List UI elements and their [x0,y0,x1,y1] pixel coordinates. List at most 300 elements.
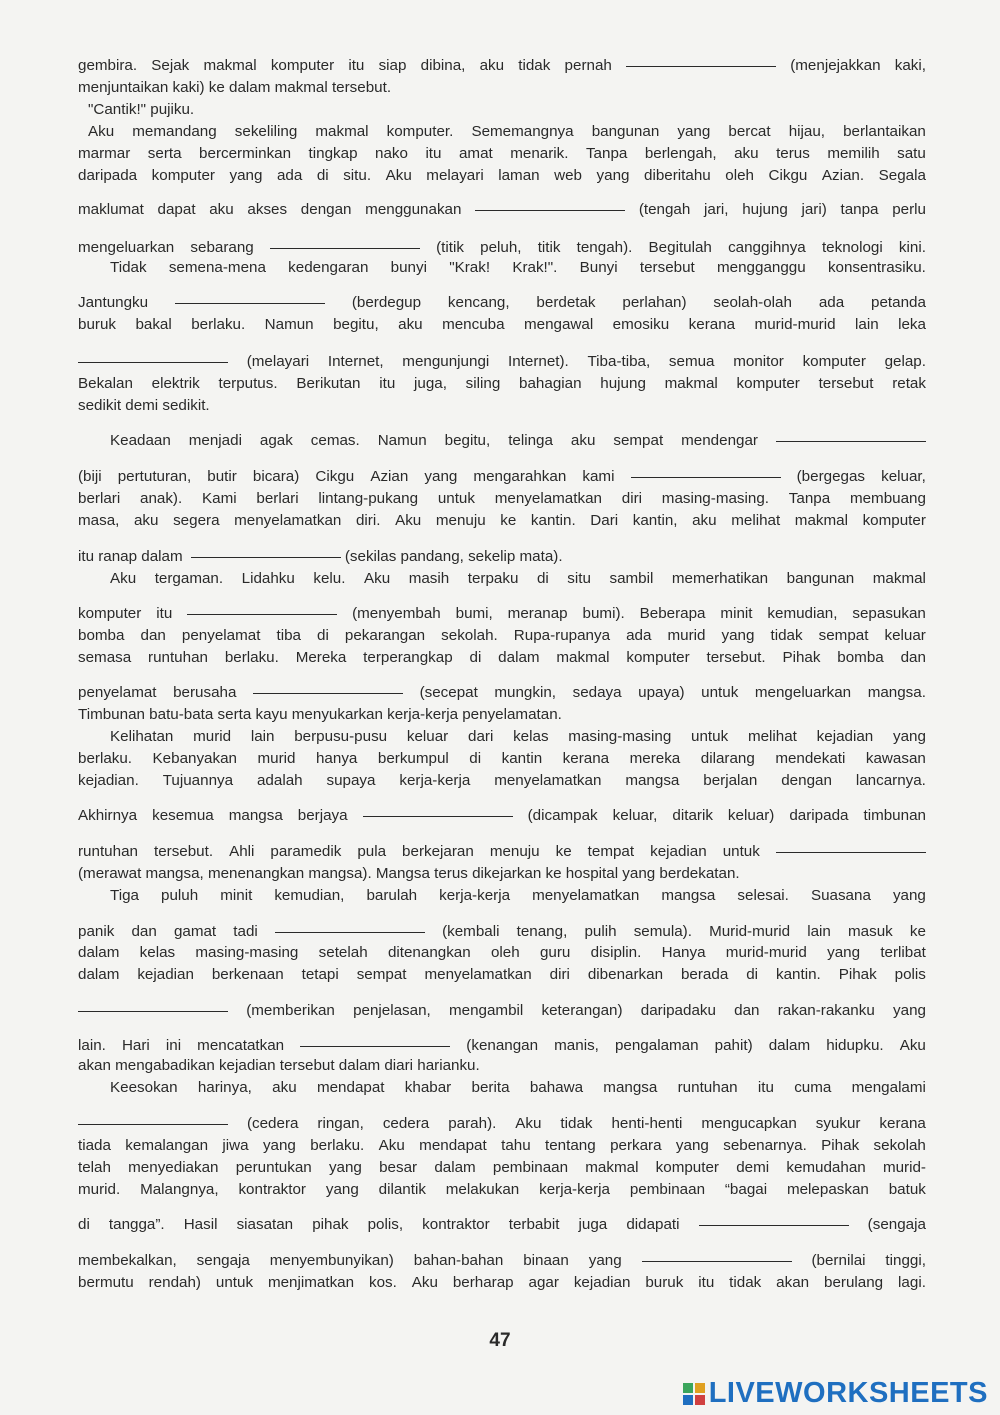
word: pahit) [714,1037,753,1054]
text-line [78,1056,926,1076]
word: selesai. [737,887,789,904]
word: dalam [78,944,120,961]
word: Cikgu [768,167,808,184]
word: panik [78,923,115,940]
word: menuju [435,512,486,529]
liveworksheets-logo[interactable] [683,1377,988,1410]
word: kantin, [632,512,678,529]
text-line [78,771,926,791]
answer-blank[interactable] [626,65,776,67]
text-line [78,200,926,220]
word: tersebut [639,259,695,276]
word: (memberikan [246,1002,335,1019]
word: menyembunyikan) [269,1252,394,1269]
word: yang [892,728,926,745]
word: murid [667,627,706,644]
word: terpaku [467,570,519,587]
word: menyelamatkan [424,966,532,983]
word: ke [545,865,562,882]
word: Mangsa [375,865,430,882]
word: kerana [879,1115,926,1132]
word: (merawat [78,865,142,882]
word: hujung [742,201,788,218]
word: minit [720,605,753,622]
word: Begitulah [648,239,712,256]
word: (menyembah [352,605,441,622]
word: barulah [366,887,418,904]
word: pembinaan [492,1159,569,1176]
word: berulang [824,1274,884,1291]
word: mendapat [316,1079,385,1096]
word: sempat [613,432,664,449]
word: titik [537,239,561,256]
word: kemudahan [786,1159,866,1176]
word: pulih [584,923,617,940]
word: begitu, [333,316,379,333]
word: membuang [849,490,926,507]
word: kejadian [573,1274,631,1291]
word: itu [379,375,396,392]
word: peruntukan [235,1159,312,1176]
text-line [78,489,926,509]
word: memilih [827,145,880,162]
word: kawasan [865,750,926,767]
word: Aku [395,512,422,529]
word: aku [272,1079,297,1096]
word: Rupa-rupanya [513,627,611,644]
word: sempat [818,627,869,644]
word: cuma [794,1079,832,1096]
text-line [78,648,926,668]
word: menyelamatkan [532,887,640,904]
word: mangsa [228,807,283,824]
word: mengawal [523,316,594,333]
word: berada [680,966,729,983]
text-line [78,1215,926,1235]
text-line [78,315,926,335]
word: "Cantik!" [88,101,147,118]
word: amat [458,145,493,162]
text-line [78,1114,926,1134]
text-line [78,1251,926,1271]
word: bumi, [455,605,493,622]
word: petanda [871,294,926,311]
word: "Krak! [449,259,491,276]
word: laman [498,167,540,184]
text-line [78,396,926,416]
word: di [317,627,329,644]
word: polis, [367,1216,404,1233]
word: mendengar [681,432,758,449]
word: masih [408,570,450,587]
answer-blank[interactable] [475,209,625,211]
word: maklumat [78,201,144,218]
word: yang [229,167,263,184]
word: pihak [312,1216,349,1233]
word: berpusu-pusu [294,728,388,745]
word: dalam [338,1057,381,1074]
word: Hari [121,1037,150,1054]
word: berlari [78,490,121,507]
word: batu-bata [149,706,214,723]
word: henti-henti [611,1115,683,1132]
answer-blank[interactable] [363,815,513,817]
word: mengeluarkan [78,239,175,256]
word: gelap. [884,353,926,370]
text-line [78,806,926,826]
word: melepaskan [786,1181,869,1198]
word: dibina, [420,57,466,74]
word: pekarangan [344,627,426,644]
word: mereka [629,750,681,767]
word: di [469,649,482,666]
word: tanpa [840,201,879,218]
word: berdekatan. [659,865,740,882]
word: kencang, [447,294,510,311]
word: yang [424,468,458,485]
word: komputer [626,649,690,666]
word: kelu. [313,570,346,587]
text-line [78,467,926,487]
word: (cedera [246,1115,299,1132]
word: untuk [215,1274,254,1291]
word: ini [165,1037,182,1054]
word: terputus. [218,375,278,392]
word: pembinaan [629,1181,706,1198]
word: mangsa, [145,865,204,882]
word: kontraktor [238,1181,306,1198]
word: ke [555,843,572,860]
word: murid [193,728,232,745]
word: semua [668,353,715,370]
word: berlaku. [191,316,246,333]
word: Azian [370,468,409,485]
word: ditenangkan [387,944,471,961]
word: tersebut. [153,843,214,860]
word: Kami [202,490,237,507]
word: murid [257,750,296,767]
text-line [78,1273,926,1293]
word: dalam [229,79,271,96]
word: ranap [98,548,138,565]
word: komputer [151,167,215,184]
word: yang [827,944,861,961]
word: Aku [88,123,115,140]
word: tinggi, [885,1252,926,1269]
word: keluar) [727,807,775,824]
answer-blank[interactable] [78,361,228,363]
answer-blank[interactable] [270,247,420,249]
word: kaki, [894,57,926,74]
word: mangsa). [308,865,372,882]
word: daripadaku [640,1002,716,1019]
word: (sekilas [344,548,397,565]
word: itu [78,548,95,565]
word: itu [348,57,365,74]
word: kantin. [776,966,821,983]
word: Hanya [661,944,706,961]
word: masuk [848,923,893,940]
word: menggunakan [365,201,462,218]
text-line [78,547,926,567]
word: setelah [318,944,368,961]
word: lintang-pukang [318,490,419,507]
word: berlantaikan [843,123,926,140]
word: yang [325,1181,359,1198]
word: bahawa [529,1079,584,1096]
text-line [78,511,926,531]
word: tersebut. [331,79,392,96]
word: Akhirnya [78,807,138,824]
word: berkumpul [377,750,449,767]
word: aku [479,57,505,74]
word: kejadian [650,843,707,860]
word: yang [675,1137,709,1154]
word: siap [378,57,407,74]
word: segera [173,512,220,529]
word: bumi). [582,605,625,622]
text-line [110,431,926,451]
answer-blank[interactable] [631,476,781,478]
answer-blank[interactable] [776,440,926,442]
text-line [78,1001,926,1021]
word: akan [78,1057,111,1074]
word: penyelamatan. [462,706,562,723]
word: kemalangan [125,1137,209,1154]
word: meranap [507,605,568,622]
word: telah [78,1159,111,1176]
word: Tidak [110,259,147,276]
word: demi [125,397,159,414]
word: polis [894,966,926,983]
word: manis, [554,1037,599,1054]
word: sekolah [873,1137,926,1154]
word: perlu [892,201,926,218]
word: emosiku [612,316,670,333]
word: kontraktor [422,1216,490,1233]
word: gembira. [78,57,138,74]
word: kantin [501,750,543,767]
word: (bergegas [796,468,866,485]
answer-blank[interactable] [275,931,425,933]
word: seolah-olah [713,294,792,311]
word: runtuhan [677,1079,738,1096]
word: kejadian [218,1057,276,1074]
word: buruk [645,1274,684,1291]
word: kerja-kerja [399,772,471,789]
word: dalam [498,649,540,666]
word: kemudian, [767,605,838,622]
word: aku [570,432,596,449]
word: kejadian [816,728,874,745]
text-line [78,56,926,76]
word: akses [247,201,288,218]
word: yang [622,865,656,882]
word: makmal [203,57,257,74]
word: “bagai [724,1181,768,1198]
word: dengan [781,772,832,789]
answer-blank[interactable] [300,1045,450,1047]
word: bahagian [519,375,582,392]
word: terus [434,865,468,882]
answer-blank[interactable] [776,851,926,853]
word: mengalami [851,1079,926,1096]
word: tentang [545,1137,596,1154]
word: kemudian, [274,887,345,904]
text-line [78,293,926,313]
word: berdetak [536,294,596,311]
word: bercerminkan [199,145,292,162]
word: butir [207,468,237,485]
word: (biji [78,468,102,485]
word: sekelip [468,548,516,565]
word: kedengaran [288,259,369,276]
word: diri. [355,512,381,529]
word: menuju [489,843,540,860]
word: didapati [626,1216,680,1233]
word: batuk [888,1181,926,1198]
word: berkenaan [211,966,284,983]
word: menjadi [188,432,242,449]
word: kerja-kerja [439,887,511,904]
word: harianku. [417,1057,480,1074]
word: penyelamat [78,684,157,701]
word: lain [807,923,831,940]
word: Tanpa [788,490,831,507]
word: Bunyi [579,259,618,276]
word: kejadian [137,966,194,983]
word: terus [776,145,810,162]
answer-blank[interactable] [78,1010,228,1012]
word: untuk [691,728,729,745]
word: keluar [884,627,926,644]
word: yang [721,627,755,644]
word: parah). [448,1115,497,1132]
answer-blank[interactable] [78,1123,228,1125]
word: mengunjungi [402,353,490,370]
word: bomba [837,649,884,666]
word: kerana [562,750,610,767]
word: melakukan [445,1181,520,1198]
word: tiba [276,627,301,644]
word: menyukarkan [291,706,383,723]
word: lain [855,316,879,333]
word: Tiba-tiba, [587,353,651,370]
word: murid- [882,1159,926,1176]
word: menyelamatkan [494,772,602,789]
text-line [78,749,926,769]
word: keluar, [612,807,658,824]
word: Aku [385,167,412,184]
word: itu [757,1079,774,1096]
word: mencuba [442,316,505,333]
word: tetapi [301,966,339,983]
word: kini. [898,239,926,256]
word: terlibat [880,944,926,961]
word: tersebut [818,375,874,392]
word: masing-masing [568,728,672,745]
word: melihat [731,512,781,529]
word: begitu, [444,432,491,449]
answer-blank[interactable] [187,613,337,615]
word: menyelamatkan [494,490,602,507]
word: hidupku. [826,1037,884,1054]
word: dikejarkan [472,865,542,882]
word: cedera [382,1115,430,1132]
word: (dicampak [527,807,598,824]
word: (bernilai [811,1252,866,1269]
word: demi [736,1159,770,1176]
word: ditarik [672,807,713,824]
text-line [78,144,926,164]
answer-blank[interactable] [253,692,403,694]
word: kayu [255,706,288,723]
word: minit [220,887,253,904]
word: yang [328,1159,362,1176]
answer-blank[interactable] [191,556,341,558]
word: tersebut. [706,649,766,666]
word: Beberapa [639,605,706,622]
word: Jantungku [78,294,149,311]
word: mangsa. [867,684,926,701]
word: yang [262,1137,296,1154]
word: yang [893,1002,926,1019]
word: perkara [610,1137,662,1154]
answer-blank[interactable] [642,1260,792,1262]
word: penyelamat [181,627,261,644]
word: adalah [256,772,303,789]
word: tiada [78,1137,111,1154]
word: berita [471,1079,510,1096]
word: siling [465,375,501,392]
word: tergaman. [154,570,224,587]
word: Aku [899,1037,926,1054]
word: bakal [135,316,172,333]
word: canggihnya [728,239,806,256]
word: hanya [315,750,358,767]
word: Aku [110,570,137,587]
word: mengabadikan [115,1057,215,1074]
word: ada [276,167,303,184]
text-line [78,683,926,703]
word: mangsa [603,1079,658,1096]
word: Cikgu [315,468,355,485]
word: runtuhan [78,843,138,860]
word: (kembali [442,923,500,940]
word: sempat [356,966,407,983]
word: tidak [770,627,803,644]
word: ke [208,79,225,96]
word: khabar [404,1079,452,1096]
answer-blank[interactable] [699,1224,849,1226]
word: Aku [363,570,391,587]
word: menjimatkan [267,1274,355,1291]
text-line [78,78,926,98]
word: tangga”. [108,1216,165,1233]
word: mungkin, [494,684,557,701]
word: komputer [655,1159,719,1176]
word: komputer [802,353,866,370]
word: retak [892,375,926,392]
word: mengeluarkan [754,684,852,701]
word: supaya [326,772,376,789]
answer-blank[interactable] [175,302,325,304]
word: makmal [872,570,926,587]
word: serta [147,145,182,162]
word: teknologi [821,239,883,256]
word: sebenarnya. [723,1137,807,1154]
word: buruk [78,316,116,333]
